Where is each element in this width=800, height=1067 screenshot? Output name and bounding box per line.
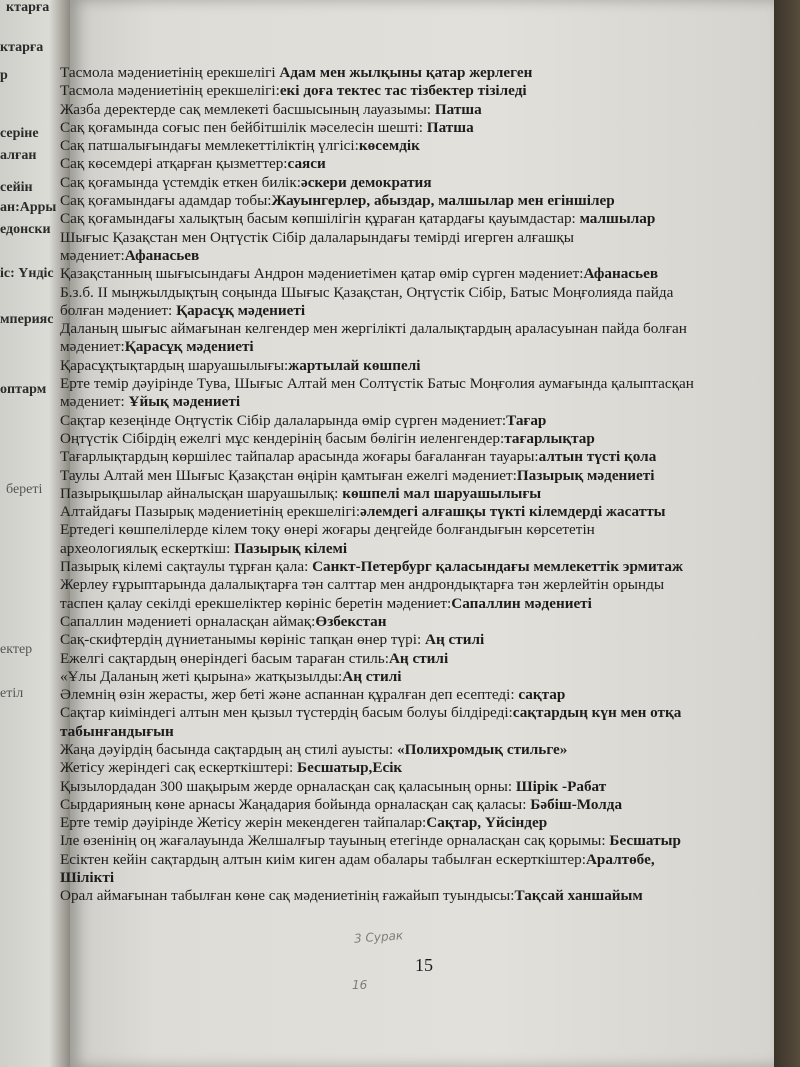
text-line-bold: Адам мен жылқыны қатар жерлеген [279,64,533,81]
text-line [60,265,750,283]
text-line-bold: Шірік -Рабат [515,777,607,795]
text-line [60,778,750,796]
text-line-bold: Шілікті [60,869,115,887]
text-line-bold: тағарлықтар [504,429,595,447]
text-line-bold: Аң стилі [342,667,402,685]
text-line-bold: Ұйық мәдениеті [128,393,241,411]
text-line-plain: Б.з.б. ІІ мыңжылдықтың соңында Шығыс Қазақстан, Оңтүстік Сібір, Батыс Моңғолияда пайда [60,283,674,301]
text-line [60,741,750,759]
text-line-bold: сақтар [518,686,566,704]
text-line-plain: Сақ көсемдері атқарған қызметтер: [60,155,288,173]
text-line [60,393,750,411]
text-line-plain: Тасмола мәдениетінің ерекшелігі [60,64,280,81]
text-line-plain: Тағарлықтардың көршілес тайпалар арасында жоғары бағаланған тауары: [60,448,539,466]
text-line-bold: Сапаллин мәдениеті [451,594,592,612]
text-line [60,686,750,704]
text-line [60,521,750,539]
text-line [60,558,750,576]
text-line-bold: саяси [287,155,326,173]
text-line-plain: мәдениет: [60,246,125,264]
text-line-bold: көсемдік [358,137,420,155]
text-line-plain: Оңтүстік Сібірдің ежелгі мұс кендерінің басым бөлігін иеленгендер: [60,429,505,447]
text-line-plain: Сақ патшалығындағы мемлекеттіліктің үлгісі: [60,137,359,155]
text-line [60,137,750,155]
text-line-plain: археологиялық ескерткіш: [60,539,235,557]
facing-page-fragment: серіне [0,126,39,141]
text-line-plain: Ертедегі көшпелілерде кілем тоқу өнері жоғары деңгейде болғандығын көрсететін [60,521,595,539]
text-line-plain: мәдениет: [60,393,129,411]
text-line-bold: екі доға тектес тас тізбектер тізіледі [279,82,527,100]
text-line [60,467,750,485]
text-line-bold: жартылай көшпелі [288,356,421,374]
text-line-bold: малшылар [579,210,656,228]
facing-page-fragment: мперияс [0,312,54,327]
text-line-bold: Қарасұқ мәдениеті [176,301,306,319]
text-line-bold: Аң стилі [388,649,449,667]
text-line [60,302,750,320]
text-line [60,814,750,832]
page-number: 15 [415,955,433,975]
pencil-note: 16 [352,978,368,992]
text-line-plain: Сақтар киіміндегі алтын мен қызыл түстердің басым болуы білдіреді: [60,704,513,722]
text-line-plain: Есіктен кейін сақтардың алтын киім киген адам обалары табылған ескерткіштер: [60,850,586,868]
text-line [60,338,750,356]
text-line [60,540,750,558]
facing-page-fragment: ктарға [0,40,44,55]
facing-page-fragment: алған [0,148,37,163]
text-line-bold: Санкт-Петербург қаласындағы мемлекеттік эрмитаж [312,558,684,576]
text-line-plain: Таулы Алтай мен Шығыс Қазақстан өңірін қамтыған ежелгі мәдениет: [60,466,517,484]
text-line-bold: Тақсай ханшайым [514,887,643,905]
text-line-bold: табынғандығын [60,722,174,740]
text-line-plain: Ерте темір дәуірінде Тува, Шығыс Алтай мен Солтүстік Батыс Моңғолия аумағында қалыптасқан [60,375,694,393]
facing-page-fragment: береті [6,482,43,497]
book-page [60,0,774,1067]
text-line-bold: Аралтөбе, [585,850,655,868]
text-line-bold: әлемдегі алғашқы түкті кілемдерді жасатты [360,503,666,521]
text-line-plain: Тасмола мәдениетінің ерекшелігі: [60,82,280,100]
text-line-bold: Тағар [506,411,547,429]
facing-page-fragment: едонски [0,222,51,237]
text-line [60,723,750,741]
text-line [60,320,750,338]
text-line [60,64,750,82]
text-line [60,192,750,210]
text-line [60,357,750,375]
text-line [60,174,750,192]
text-line-plain: Жетісу жеріндегі сақ ескерткіштері: [60,759,298,777]
text-line [60,631,750,649]
pencil-note: 3 Сурак [353,928,404,946]
text-line-plain: Даланың шығыс аймағынан келгендер мен жергілікті далалықтардың араласуынан пайда болған [60,320,687,338]
facing-page-fragment: ектер [0,642,33,657]
text-line-plain: Іле өзенінің оң жағалауында Желшалғыр тауының етегінде орналасқан сақ қорымы: [60,832,610,850]
text-line [60,247,750,265]
text-line [60,887,750,905]
text-line-bold: Пазырық кілемі [234,539,348,557]
text-line-bold: Афанасьев [124,246,200,264]
text-line [60,119,750,137]
text-line-bold: алтын түсті қола [538,448,657,466]
text-line-plain: Пазырықшылар айналысқан шаруашылық: [60,484,343,502]
facing-page-fragment: оптарм [0,382,47,397]
text-line-plain: «Ұлы Даланың жеті қырына» жатқызылды: [60,667,343,685]
text-line-bold: Бәбіш-Молда [530,795,623,813]
text-line-bold: көшпелі мал шаруашылығы [342,484,542,502]
text-line [60,412,750,430]
text-line-plain: Ежелгі сақтардың өнеріндегі басым тараған стиль: [60,649,389,667]
text-line [60,869,750,887]
text-line [60,82,750,100]
text-line [60,485,750,503]
text-line-plain: Қарасұқтықтардың шаруашылығы: [60,356,289,374]
text-line-plain: Қазақстанның шығысындағы Андрон мәдениетімен қатар өмір сүрген мәдениет: [60,265,584,283]
text-line-plain: Жазба деректерде сақ мемлекеті басшысының лауазымы: [60,100,435,118]
text-line-bold: Патша [426,118,474,136]
text-line-bold: Аң стилі [424,631,485,649]
text-line-bold: Сақтар, Үйсіндер [426,814,548,832]
text-line-bold: әскери демократия [300,173,432,191]
text-line-bold: Афанасьев [583,265,659,283]
text-line-plain: Сақ қоғамында соғыс пен бейбітшілік мәселесін шешті: [60,118,427,136]
facing-page-fragment: сейін [0,180,33,195]
text-line-plain: Жерлеу ғұрыптарында далалықтарға тән салттар мен андрондықтарға тән жерлейтін орынды [60,576,665,594]
text-line-bold: Пазырық мәдениеті [516,466,655,484]
text-line-bold: Қарасұқ мәдениеті [124,338,254,356]
text-line-plain: Орал аймағынан табылған көне сақ мәдениетінің ғажайып туындысы: [60,887,515,905]
text-line-plain: Сырдарияның көне арнасы Жаңадария бойында орналасқан сақ қаласы: [60,795,531,813]
page-shadow-edge [774,0,800,1067]
text-line [60,229,750,247]
text-line-plain: Жаңа дәуірдің басында сақтардың аң стилі ауысты: [60,740,397,758]
facing-page-fragment: іс: Үндіс [0,266,54,281]
text-line-bold: «Полихромдық стильге» [396,740,568,758]
text-line-plain: Сақ-скифтердің дүниетанымы көрініс тапқан өнер түрі: [60,631,425,649]
text-line [60,704,750,722]
text-line-plain: таспен қалау секілді ерекшеліктер көрініс беретін мәдениет: [60,594,452,612]
text-line-plain: Сақ қоғамындағы халықтың басым көпшілігін құраған қатардағы қауымдастар: [60,210,580,228]
text-line [60,210,750,228]
text-line-plain: Ерте темір дәуірінде Жетісу жерін мекендеген тайпалар: [60,814,427,832]
text-line-plain: Шығыс Қазақстан мен Оңтүстік Сібір далаларындағы темірді игерген алғашқы [60,228,575,246]
text-line [60,155,750,173]
text-line-plain: Әлемнің өзін жерасты, жер беті және аспаннан құралған деп есептеді: [60,686,519,704]
text-line [60,576,750,594]
text-line-bold: Бесшатыр [609,832,681,850]
facing-page-fragment: етіл [0,686,24,701]
text-line-bold: сақтардың күн мен отқа [512,704,682,722]
text-line [60,851,750,869]
page-text [60,64,750,906]
facing-page-fragment: ктарға [6,0,50,15]
text-line-bold: Бесшатыр,Есік [297,759,403,777]
text-line [60,430,750,448]
text-line-plain: Алтайдағы Пазырық мәдениетінің ерекшелігі: [60,503,361,521]
text-line-plain: Сақ қоғамындағы адамдар тобы: [60,192,272,210]
text-line-plain: Пазырық кілемі сақтаулы тұрған қала: [60,558,313,576]
text-line [60,832,750,850]
text-line-bold: Жауынгерлер, абыздар, малшылар мен егіншілер [271,192,615,210]
text-line [60,668,750,686]
text-line-plain: Сапаллин мәдениеті орналасқан аймақ: [60,612,316,630]
text-line [60,796,750,814]
text-line [60,650,750,668]
text-line [60,759,750,777]
text-line [60,503,750,521]
text-line [60,284,750,302]
facing-page-fragment: ан:Арры [0,200,57,215]
text-line [60,375,750,393]
text-line-plain: Сақтар кезеңінде Оңтүстік Сібір далаларында өмір сүрген мәдениет: [60,411,507,429]
text-line-plain: Сақ қоғамында үстемдік еткен билік: [60,173,301,191]
text-line [60,448,750,466]
text-line-plain: Қызылордадан 300 шақырым жерде орналасқан сақ қаласының орны: [60,777,516,795]
text-line [60,613,750,631]
facing-page-fragment: р [0,68,8,83]
text-line-plain: мәдениет: [60,338,125,356]
text-line-bold: Өзбекстан [315,612,387,630]
text-line-bold: Патша [434,100,482,118]
text-line-plain: болған мәдениет: [60,301,177,319]
text-line [60,595,750,613]
text-line [60,101,750,119]
